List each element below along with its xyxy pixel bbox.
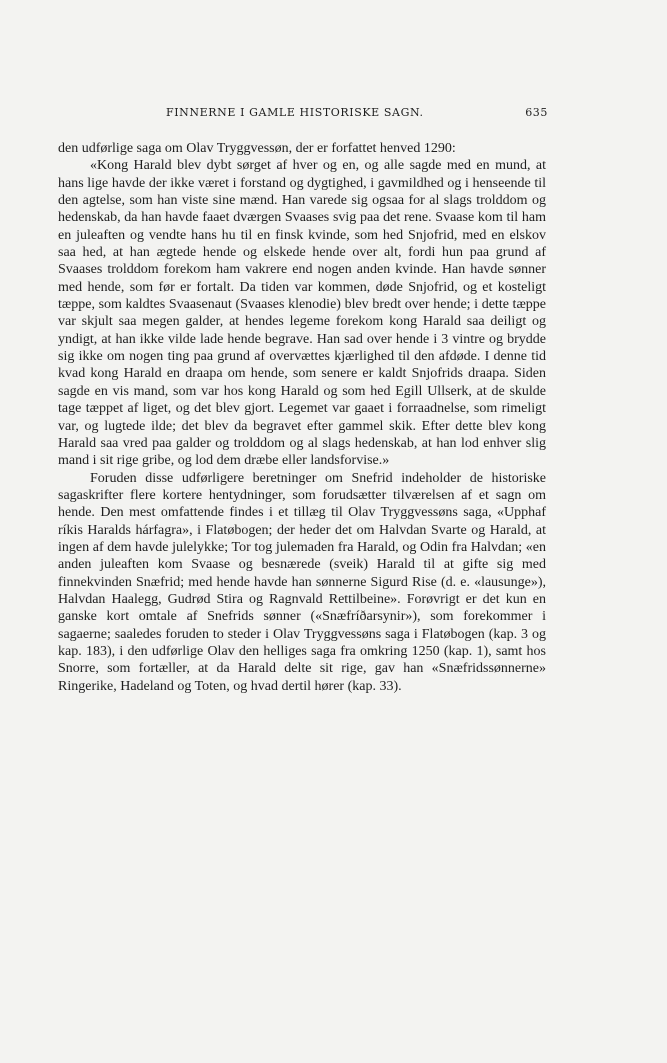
paragraph-commentary: Foruden disse udførligere beretninger om Snefrid indeholder de historiske sagaskrifter flere kortere hentydninger, som forudsætter tilværelsen af et sagn om hende. Den mest omfattende findes i et tillæg til Olav Tryggvessøns saga, «Upphaf ríkis Haralds hárfagra», i Flatøbogen; der heder det om Halvdan Svarte og Harald, at ingen af dem havde julelykke; Tor tog julemaden fra Harald, og Odin fra Halvdan; «en anden juleaften kom Svaase og besnærede (sveik) Harald til at gifte sig med finnekvinden Snæfrid; med hende havde han sønnerne Sigurd Rise (d. e. «lausunge»), Halvdan Haalegg, Gudrød Stira og Ragnvald Rettilbeine». Forøvrigt er det kun en ganske kort omtale af Snefrids sønner («Snæfríðarsynir»), som forekommer i sagaerne; saaledes foruden to steder i Olav Tryggvessøns saga i Flatøbogen (kap. 3 og kap. 183), i den udførlige Olav den helliges saga fra omkring 1250 (kap. 1), samt hos Snorre, som fortæller, at da Harald delte sit rige, gav han «Snæfridssønnerne» Ringerike, Hadeland og Toten, og hvad dertil hører (kap. 33). (58, 470, 546, 694)
paragraph-saga-quote: «Kong Harald blev dybt sørget af hver og en, og alle sagde med en mund, at hans lige havde der ikke været i forstand og dygtighed, i gavmildhed og i henseende til den agtelse, som han viste sine mænd. Han varede sig ogsaa for al slags trolddom og hedenskab, da han havde faaet dværgen Svaases svig paa det rene. Svaase kom til ham en juleaften og vendte hans hu til en finsk kvinde, som hed Snjofrid, med en elskov saa hed, at han ægtede hende og elskede hende over alt, fordi hun paa grund af Svaases trolddom forekom ham vakrere end nogen anden kvinde. Han havde sønner med hende, som før er fortalt. Da tiden var kommen, døde Snjofrid, og et kosteligt tæppe, som kaldtes Svaasenaut (Svaases klenodie) blev bredt over hende; i dette tæppe var skjult saa megen galder, at hendes legeme forekom kong Harald saa deiligt og yndigt, at han ikke vilde lade hende begrave. Han sad over hende i 3 vintre og brydde sig ikke om nogen ting paa grund af overvættes kjærlighed til den afdøde. I denne tid kvad kong Harald en draapa om hende, som senere er kaldt Snjofrids draapa. Siden sagde en vis mand, som var hos kong Harald og som hed Egill Ullserk, at de skulde tage tæppet af liget, og det blev gjort. Legemet var gaaet i forraadnelse, som rimeligt var, og lugtede ilde; det blev da begravet efter gammel skik. Efter dette blev kong Harald saa vred paa galder og trolddom og al slags hedenskab, at han lod enhver slig mand i sit rige gribe, og lod dem dræbe eller landsforvise.» (58, 158, 546, 469)
running-title: FINNERNE I GAMLE HISTORISKE SAGN. (166, 106, 424, 119)
paragraph-intro: den udførlige saga om Olav Tryggvessøn, der er forfattet henved 1290: (58, 141, 456, 156)
body-text (58, 140, 546, 695)
page-number: 635 (525, 106, 548, 119)
running-head (58, 106, 548, 119)
